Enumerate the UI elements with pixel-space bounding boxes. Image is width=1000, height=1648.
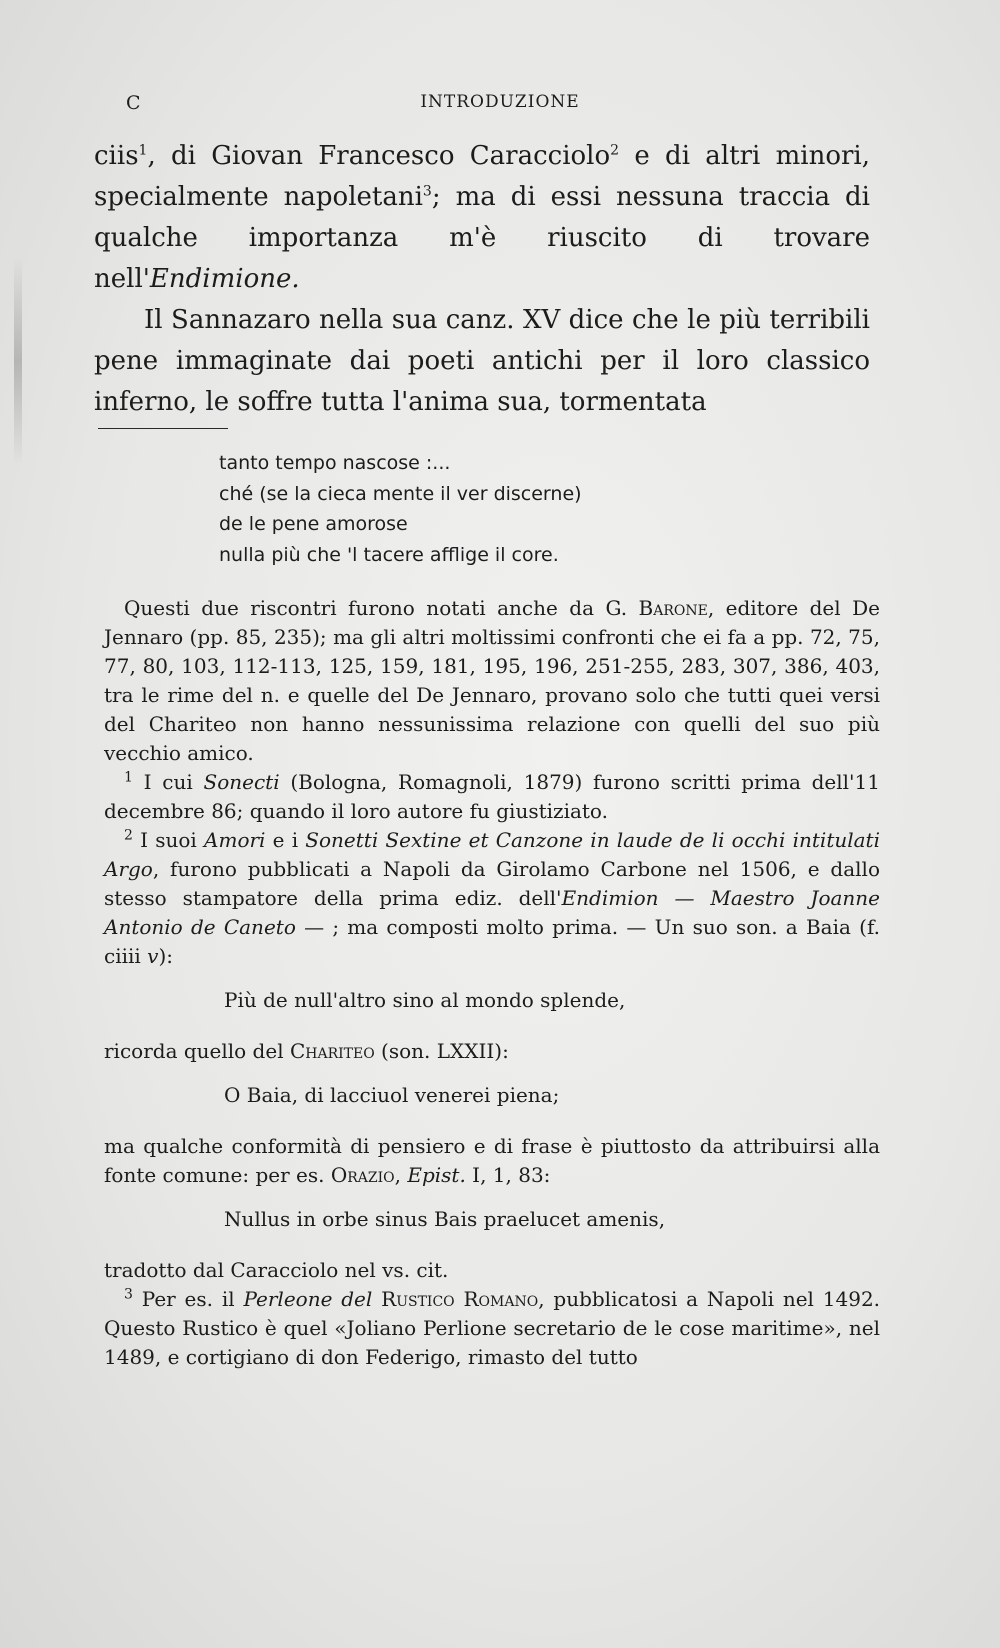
note-text <box>104 1132 880 1190</box>
verse-line: ché (se la cieca mente il ver discerne) <box>219 482 582 505</box>
text-run: , <box>394 1163 408 1187</box>
author-name: Chariteo <box>289 1039 375 1063</box>
italic-title: Endimion — Maestro Joanne Antonio de Caneto <box>104 886 880 939</box>
note-continuation <box>104 594 880 768</box>
footnote-ref-3: 3 <box>422 183 432 200</box>
author-name: Rustico Romano <box>381 1287 539 1311</box>
verse-line: de le pene amorose <box>219 513 408 535</box>
text-run: e i <box>265 828 306 852</box>
italic-text: v <box>147 944 159 968</box>
italic-title: Sonecti <box>203 770 280 794</box>
footnotes <box>104 594 880 1372</box>
verse-quote-3: Nullus in orbe sinus Bais praelucet amenis, <box>224 1207 666 1231</box>
text-run: (son. LXXII): <box>374 1039 509 1063</box>
text-run: , pubblicatosi a Napoli nel 1492. Questo Rustico è quel «Joliano Perlione secretario de le cose maritime», nel 1489, e cortigiano di don Federigo, rimasto del tutto <box>104 1287 881 1369</box>
text-run: Questi due riscontri furono notati anche da G. <box>124 596 639 620</box>
verse-quote-2: O Baia, di lacciuol venerei piena; <box>224 1083 560 1107</box>
footnote-ref-1: 1 <box>138 142 148 159</box>
text-run: , editore del De Jennaro (pp. 85, 235); ma gli altri moltissimi confronti che ei fa a pp. 72, 75, 77, 80, 103, 112-113, 125, 159, 181, 195, 196, 251-255, 283, 307, 386, 403, tra le rime del n. e quelle del De Jennaro, provano solo che tutti quei versi del Chariteo non hanno nessunissima relazione con quelli del suo più vecchio amico. <box>104 596 880 765</box>
verse-line: tanto tempo nascose :... <box>219 452 451 474</box>
footnote-mark: 3 <box>124 1286 133 1303</box>
footnote-rule <box>98 428 228 429</box>
main-text <box>94 136 870 423</box>
text-run: I suoi <box>132 828 205 852</box>
footnote-mark: 1 <box>124 769 133 786</box>
text-run: ma qualche conformità di pensiero e di frase è piuttosto da attribuirsi alla fonte comune: per es. <box>104 1134 880 1187</box>
note-text: tradotto dal Caracciolo nel vs. cit. <box>104 1258 449 1282</box>
text-run: ricorda quello del <box>104 1039 290 1063</box>
text-run: ; ma di essi nessuna traccia di qualche importanza m'è riuscito di trovare nell' <box>94 182 870 294</box>
footnote-1 <box>104 768 880 826</box>
verse-quote <box>219 448 582 570</box>
italic-title: Sonetti Sextine et Canzone in laude de li occhi intitulati Argo <box>104 828 880 881</box>
text-run: ciis <box>94 141 139 171</box>
text-run: ): <box>158 944 174 968</box>
note-text <box>104 1037 880 1066</box>
italic-title: Epist. <box>407 1163 466 1187</box>
main-paragraph-2: Il Sannazaro nella sua canz. XV dice che le più terribili pene immaginate dai poeti antichi per il loro classico inferno, le soffre tutta l'anima sua, tormentata <box>94 305 870 417</box>
text-run: I, 1, 83: <box>465 1163 551 1187</box>
footnote-2 <box>104 826 880 971</box>
footnote-ref-2: 2 <box>610 142 620 159</box>
margin-smudge <box>14 256 22 466</box>
text-run: Per es. il <box>132 1287 244 1311</box>
verse-quote-1: Più de null'altro sino al mondo splende, <box>224 988 626 1012</box>
text-run <box>372 1287 381 1311</box>
author-name: Orazio <box>330 1163 395 1187</box>
page-number: C <box>126 92 141 114</box>
italic-title: Endimione. <box>149 264 300 294</box>
text-run: , di Giovan Francesco Caracciolo <box>147 141 611 171</box>
text-run: e di altri minori, specialmente napoletani <box>94 141 870 212</box>
text-run: I cui <box>132 770 204 794</box>
page-header <box>126 92 874 122</box>
text-run: , furono pubblicati a Napoli da Girolamo Carbone nel 1506, e dallo stesso stampatore della prima ediz. dell' <box>104 857 880 910</box>
text-run: — ; ma composti molto prima. — Un suo son. a Baia (f. ciiii <box>104 915 880 968</box>
footnote-mark: 2 <box>124 827 133 844</box>
footnote-3 <box>104 1285 880 1372</box>
italic-title: Perleone del <box>243 1287 373 1311</box>
text-run: (Bologna, Romagnoli, 1879) furono scritti prima dell'11 decembre 86; quando il loro autore fu giustiziato. <box>104 770 880 823</box>
author-name: Barone <box>638 596 708 620</box>
running-head: INTRODUZIONE <box>420 92 580 112</box>
verse-line: nulla più che 'l tacere afflige il core. <box>219 543 559 566</box>
main-paragraph-1 <box>94 136 870 300</box>
italic-title: Amori <box>204 828 266 852</box>
